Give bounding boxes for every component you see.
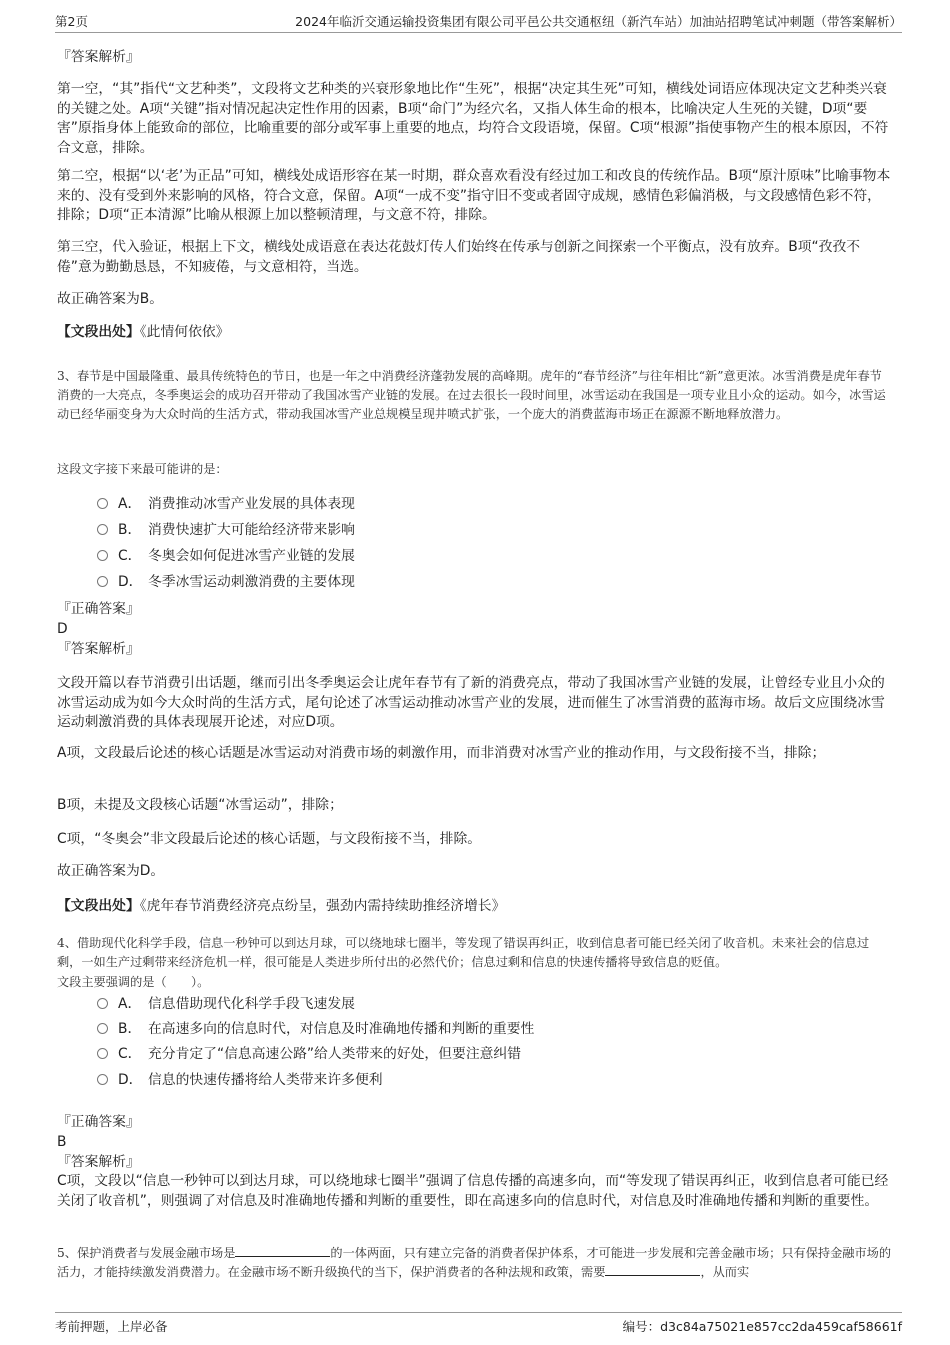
q4-stem: 4、借助现代化科学手段，信息一秒钟可以到达月球，可以绕地球七圈半，等发现了错误再纠正，收到信息者可能已经关闭了收音机。未来社会的信息过剩，一如生产过剩带来经济危机一样，很可能是人类进步所付出的必然代价；信息过剩和信息的快速传播将导致信息的贬值。	[57, 936, 870, 969]
q3-analysis-para3: B项，未提及文段核心话题“冰雪运动”，排除；	[57, 797, 343, 813]
q2-analysis-para1: 第一空，“其”指代“文艺种类”，文段将文艺种类的兴衰形象地比作“生死”，根据“决定其生死”可知，横线处词语应体现决定文艺种类兴衰的关键之处。A项“关键”指对情况起决定性作用的因素，B项“命门”为经穴名，又指人体生命的根本，比喻决定人生死的关键，D项“要害”原指身体上能致命的部位，比喻重要的部分或军事上重要的地点，均符合文段语境，保留。C项“根源”指使事物产生的根本原因，不符合文意，排除。	[57, 81, 889, 156]
q4-prompt: 文段主要强调的是（ ）。	[57, 975, 210, 989]
q4-option-a[interactable]: A． 信息借助现代化科学手段飞速发展	[97, 994, 355, 1014]
q3-option-a[interactable]: A． 消费推动冰雪产业发展的具体表现	[97, 494, 355, 514]
q3-stem: 3、春节是中国最隆重、最具传统特色的节日，也是一年之中消费经济蓬勃发展的高峰期。虎年的“春节经济”与往年相比“新”意更浓。冰雪消费是虎年春节消费的一大亮点，冬季奥运会的成功召开带动了我国冰雪产业链的发展。在过去很长一段时间里，冰雪运动在我国是一项专业且小众的运动。如今，冰雪运动已经华丽变身为大众时尚的生活方式，带动我国冰雪产业总规模呈现井喷式扩张，一个庞大的消费蓝海市场正在源源不断地释放潜力。	[57, 369, 886, 421]
q2-analysis-para3: 第三空，代入验证，根据上下文，横线处成语意在表达花鼓灯传人们始终在传承与创新之间探索一个平衡点，没有放弃。B项“孜孜不倦”意为勤勤恳恳，不知疲倦，与文意相符，当选。	[57, 239, 861, 275]
q2-conclusion: 故正确答案为B。	[57, 291, 164, 307]
q3-analysis-para4: C项，“冬奥会”非文段最后论述的核心话题，与文段衔接不当，排除。	[57, 831, 482, 847]
footer-slogan: 考前押题，上岸必备	[55, 1319, 168, 1334]
q2-source-label: 【文段出处】	[57, 324, 140, 340]
q2-source-title: 《此情何依依》	[139, 324, 230, 340]
q3-answer: D	[57, 621, 68, 637]
fill-blank-2[interactable]	[605, 1263, 700, 1276]
page-header	[55, 12, 902, 33]
q3-source-label: 【文段出处】	[57, 898, 140, 914]
radio-icon[interactable]	[97, 498, 108, 509]
q4-answer-label: 『正确答案』	[57, 1114, 140, 1130]
radio-icon[interactable]	[97, 576, 108, 587]
q4-option-d[interactable]: D． 信息的快速传播将给人类带来许多便利	[97, 1070, 383, 1090]
q4-analysis-label: 『答案解析』	[57, 1154, 140, 1170]
document-id: 编号：d3c84a75021e857cc2da459caf58661f	[622, 1319, 902, 1334]
q3-option-c[interactable]: C． 冬奥会如何促进冰雪产业链的发展	[97, 546, 355, 566]
q2-analysis-label: 『答案解析』	[57, 49, 140, 65]
radio-icon[interactable]	[97, 1074, 108, 1085]
q4-answer: B	[57, 1134, 67, 1150]
q2-analysis-para2: 第二空，根据“以‘老’为正品”可知，横线处成语形容在某一时期，群众喜欢看没有经过加工和改良的传统作品。B项“原汁原味”比喻事物本来的、没有受到外来影响的风格，符合文意，保留。A项“一成不变”指守旧不变或者固守成规，感情色彩偏消极，与文段感情色彩不符，排除；D项“正本清源”比喻从根源上加以整顿清理，与文意不符，排除。	[57, 168, 891, 223]
radio-icon[interactable]	[97, 998, 108, 1009]
radio-icon[interactable]	[97, 1048, 108, 1059]
q3-source-title: 《虎年春节消费经济亮点纷呈，强劲内需持续助推经济增长》	[139, 898, 506, 914]
q4-analysis-para1: C项，文段以“信息一秒钟可以到达月球，可以绕地球七圈半”强调了信息传播的高速多向，而“等发现了错误再纠正，收到信息者可能已经关闭了收音机”，则强调了对信息及时准确地传播和判断的重要性，即在高速多向的信息时代，对信息及时准确地传播和判断的重要性。	[57, 1173, 889, 1209]
fill-blank-1[interactable]	[235, 1244, 330, 1257]
q2-source	[57, 323, 892, 342]
q3-conclusion: 故正确答案为D。	[57, 863, 165, 879]
q3-answer-label: 『正确答案』	[57, 601, 140, 617]
q3-option-b[interactable]: B． 消费快速扩大可能给经济带来影响	[97, 520, 355, 540]
radio-icon[interactable]	[97, 524, 108, 535]
document-title: 2024年临沂交通运输投资集团有限公司平邑公共交通枢纽（新汽车站）加油站招聘笔试冲刺题（带答案解析）	[295, 14, 902, 29]
q3-prompt: 这段文字接下来最可能讲的是：	[57, 462, 228, 476]
q3-analysis-label: 『答案解析』	[57, 641, 140, 657]
radio-icon[interactable]	[97, 1023, 108, 1034]
q5-stem: 5、保护消费者与发展金融市场是 的一体两面，只有建立完备的消费者保护体系，才可能进一步发展和完善金融市场；只有保持金融市场的活力，才能持续激发消费潜力。在金融市场不断升级换代的当下，保护消费者的各种法规和政策，需要 ，从而实	[57, 1246, 892, 1279]
radio-icon[interactable]	[97, 550, 108, 561]
q3-analysis-para2: A项，文段最后论述的核心话题是冰雪运动对消费市场的刺激作用，而非消费对冰雪产业的推动作用，与文段衔接不当，排除；	[57, 745, 826, 761]
q4-option-b[interactable]: B． 在高速多向的信息时代，对信息及时准确地传播和判断的重要性	[97, 1019, 534, 1039]
q3-analysis-para1: 文段开篇以春节消费引出话题，继而引出冬季奥运会让虎年春节有了新的消费亮点，带动了我国冰雪产业链的发展，让曾经专业且小众的冰雪运动成为如今大众时尚的生活方式，尾句论述了冰雪运动推动冰雪产业的发展，进而催生了冰雪消费的蓝海市场。故后文应围绕冰雪运动刺激消费的具体表现展开论述，对应D项。	[57, 675, 885, 730]
q3-source	[57, 897, 892, 916]
page-footer	[55, 1312, 902, 1334]
q3-option-d[interactable]: D． 冬季冰雪运动刺激消费的主要体现	[97, 572, 355, 592]
page-number: 第2页	[55, 14, 88, 29]
q4-option-c[interactable]: C． 充分肯定了“信息高速公路”给人类带来的好处，但要注意纠错	[97, 1044, 521, 1064]
